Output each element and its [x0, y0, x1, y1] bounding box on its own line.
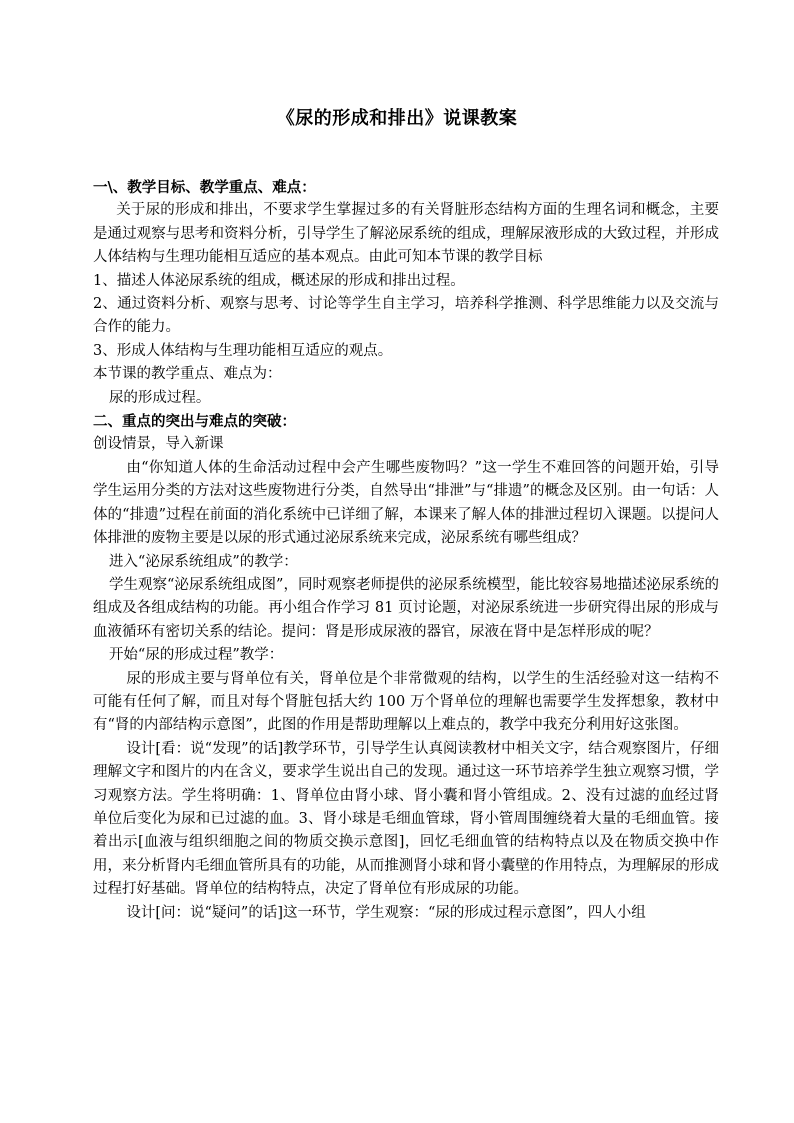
- list-item-goal-3: 3、形成人体结构与生理功能相互适应的观点。: [93, 342, 393, 359]
- paragraph-focus-value: 尿的形成过程。: [108, 389, 211, 406]
- paragraph-step-system: 进入“泌尿系统组成”的教学：: [108, 553, 298, 570]
- paragraph-focus-label: 本节课的教学重点、难点为：: [93, 366, 282, 383]
- paragraph-observe-system: 学生观察“泌尿系统组成图”，同时观察老师提供的泌尿系统模型，能比较容易地描述泌尿系统的组成及各组成结构的功能。再小组合作学习 81 页讨论题，对泌尿系统进一步研究得出尿的形成与血液循环有密切关系的结论。提问：肾是形成尿液的器官，尿液在肾中是怎样形成的呢？: [93, 576, 719, 640]
- document-body: [93, 176, 719, 925]
- section-heading-1: 一\、教学目标、教学重点、难点：: [93, 179, 316, 196]
- list-item-goal-2: 2、通过资料分析、观察与思考、讨论等学生自主学习，培养科学推测、科学思维能力以及交流与合作的能力。: [93, 296, 719, 336]
- paragraph-intro-lesson: 由“你知道人体的生命活动过程中会产生哪些废物吗？”这一学生不难回答的问题开始，引导学生运用分类的方法对这些废物进行分类，自然导出“排泄”与“排遗”的概念及区别。由一句话：人体的“排遗”过程在前面的消化系统中已详细了解，本课来了解人体的排泄过程切入课题。以提问人体排泄的废物主要是以尿的形式通过泌尿系统来完成，泌尿系统有哪些组成？: [93, 459, 719, 547]
- paragraph-intro: 关于尿的形成和排出，不要求学生掌握过多的有关肾脏形态结构方面的生理名词和概念，主要是通过观察与思考和资料分析，引导学生了解泌尿系统的组成，理解尿液形成的大致过程，并形成人体结构与生理功能相互适应的基本观点。由此可知本节课的教学目标: [93, 202, 719, 266]
- paragraph-design-ask: 设计[问：说“疑问”的话]这一环节，学生观察：“尿的形成过程示意图”，四人小组: [126, 904, 646, 921]
- section-heading-2: 二、重点的突出与难点的突破：: [93, 413, 296, 431]
- subheading-intro: 创设情景，导入新课: [93, 436, 224, 453]
- paragraph-design-look: 设计[看：说“发现”的话]教学环节，引导学生认真阅读教材中相关文字，结合观察图片，仔细理解文字和图片的内在含义，要求学生说出自己的发现。通过这一环节培养学生独立观察习惯，学习观察方法。学生将明确：1、肾单位由肾小球、肾小囊和肾小管组成。2、没有过滤的血经过肾单位后变化为尿和已过滤的血。3、肾小球是毛细血管球，肾小管周围缠绕着大量的毛细血管。接着出示[血液与组织细胞之间的物质交换示意图]，回忆毛细血管的结构特点以及在物质交换中作用，来分析肾内毛细血管所具有的功能，从而推测肾小球和肾小囊壁的作用特点，为理解尿的形成过程打好基础。肾单位的结构特点，决定了肾单位有形成尿的功能。: [93, 740, 719, 898]
- paragraph-step-formation: 开始“尿的形成过程”教学：: [108, 647, 284, 664]
- list-item-goal-1: 1、描述人体泌尿系统的组成，概述尿的形成和排出过程。: [93, 272, 465, 289]
- document-title: 《尿的形成和排出》说课教案: [276, 108, 518, 129]
- paragraph-nephron: 尿的形成主要与肾单位有关，肾单位是个非常微观的结构，以学生的生活经验对这一结构不可能有任何了解，而且对每个肾脏包括大约 100 万个肾单位的理解也需要学生发挥想象，教材中有“肾的内部结构示意图”，此图的作用是帮助理解以上难点的，教学中我充分利用好这张图。: [93, 670, 719, 734]
